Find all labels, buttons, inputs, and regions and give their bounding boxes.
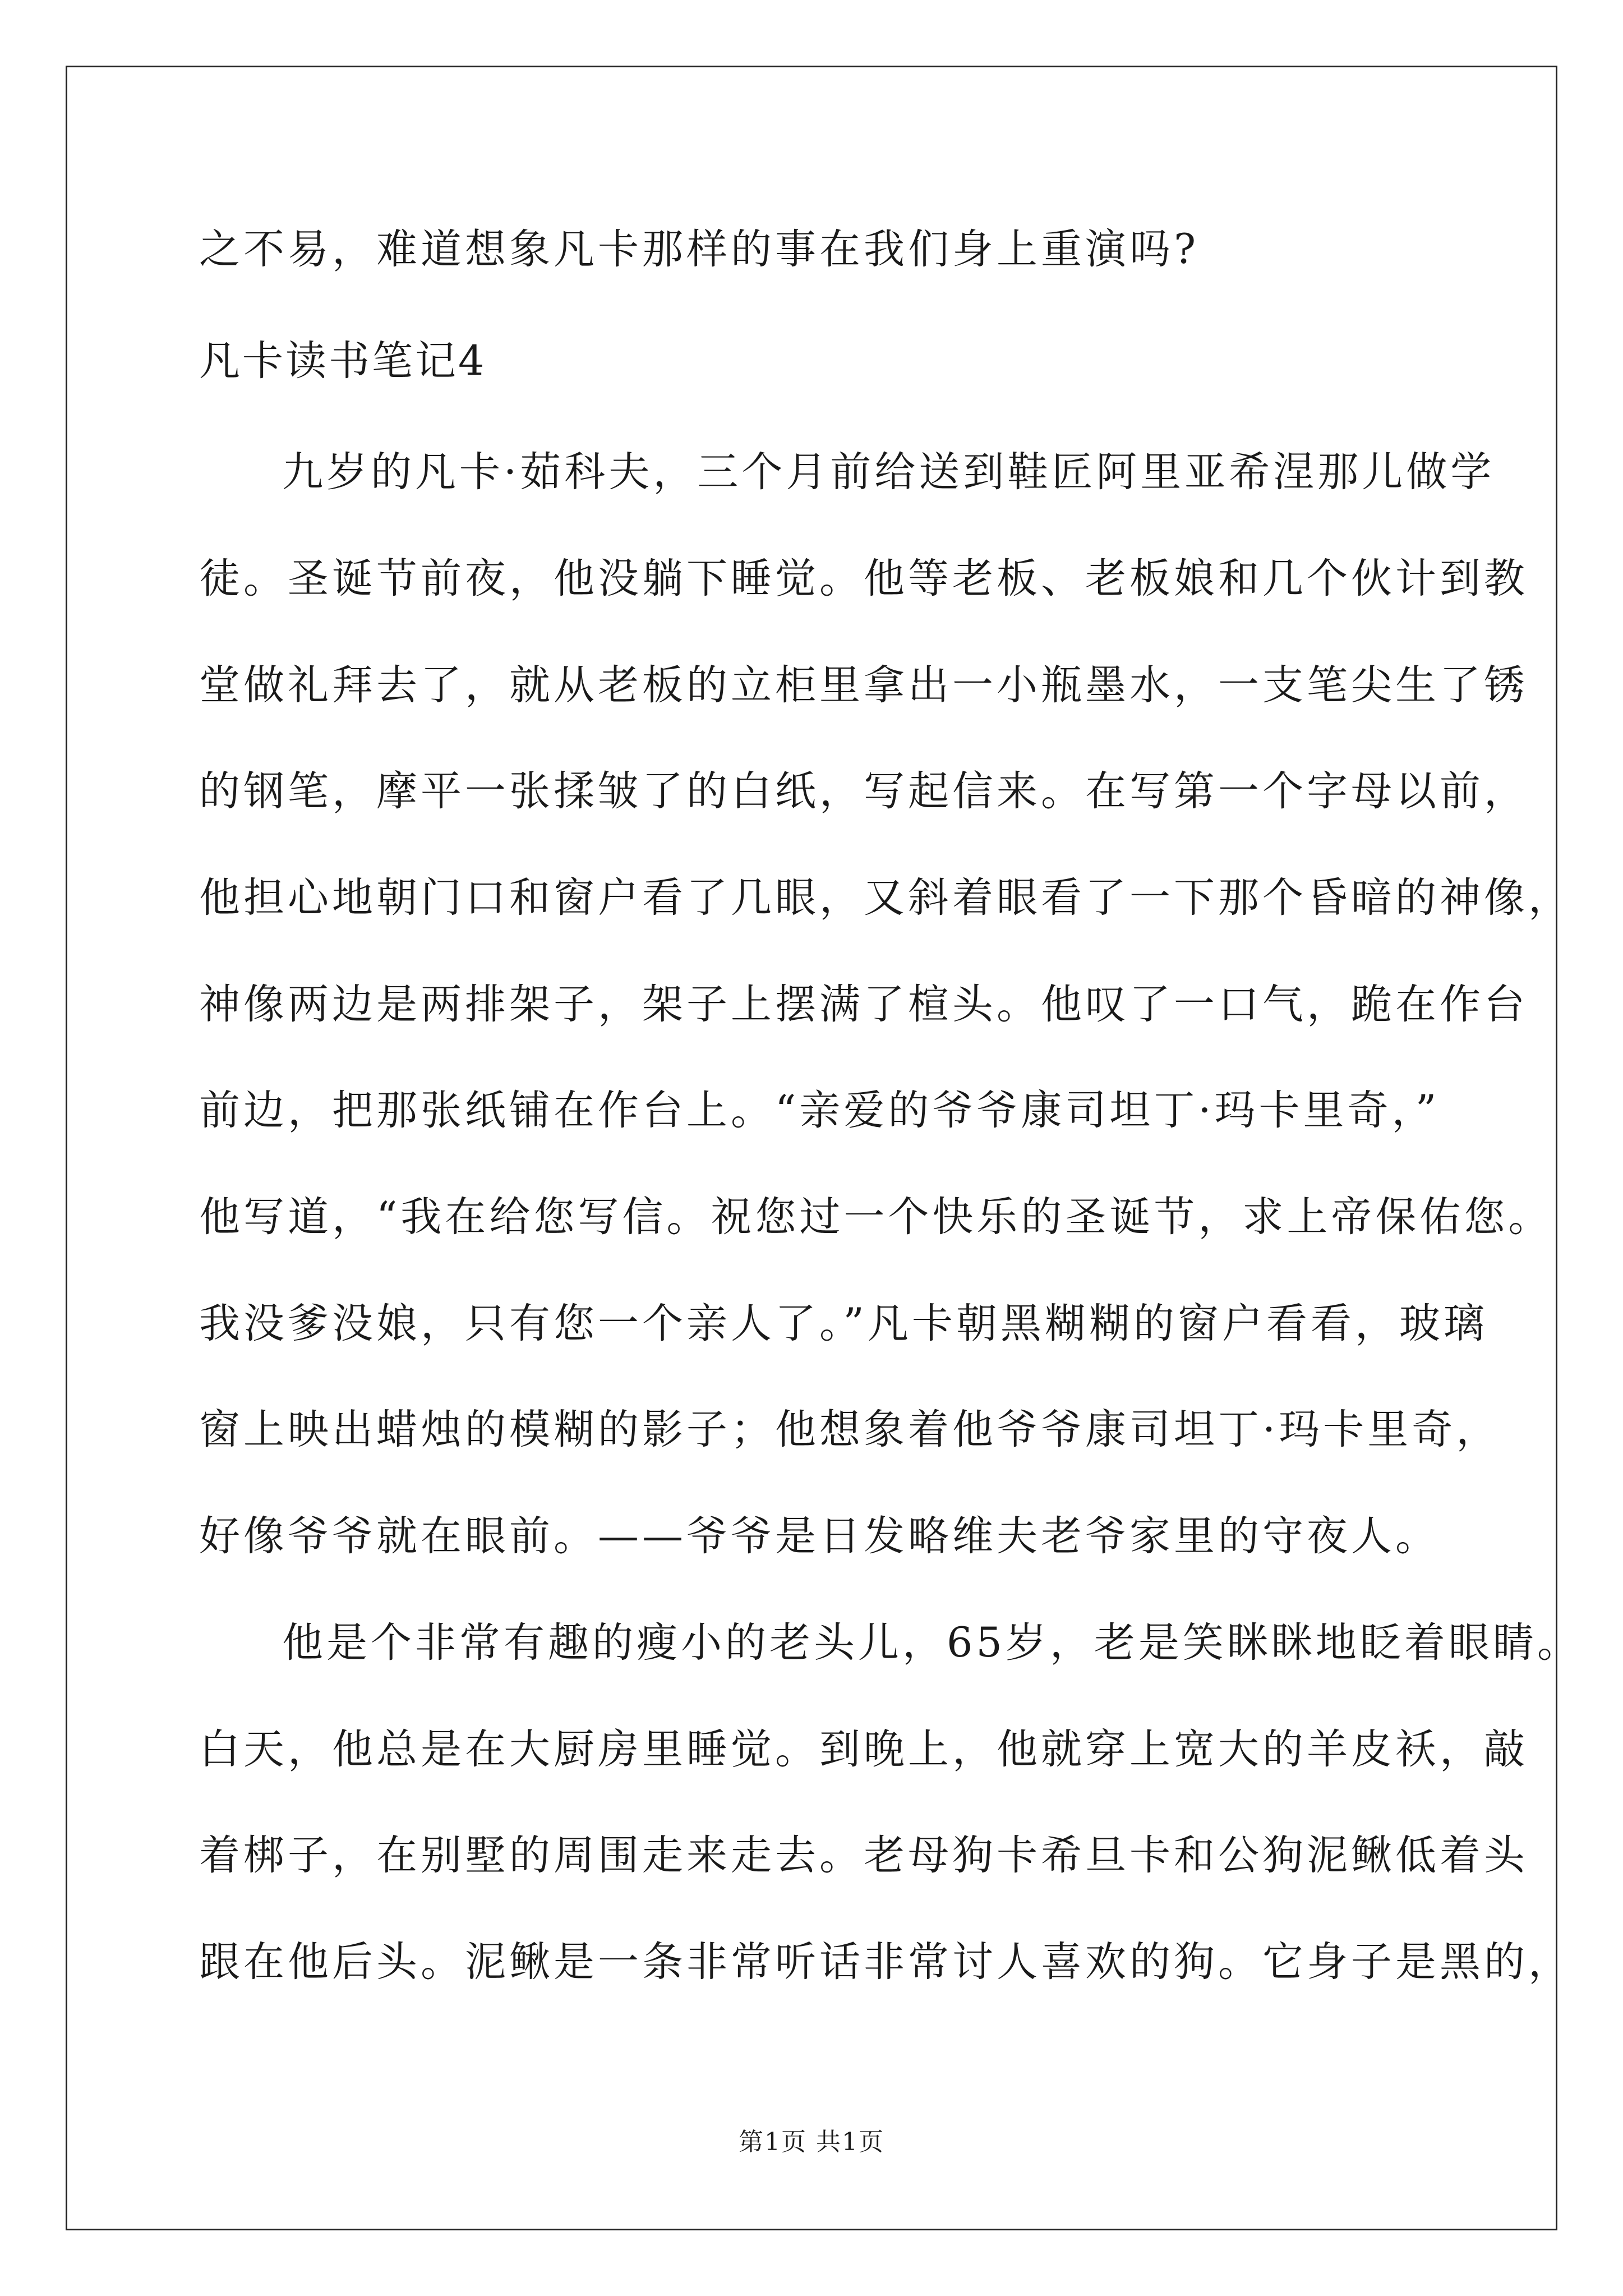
paragraph-line: 他担心地朝门口和窗户看了几眼，又斜着眼看了一下那个昏暗的神像， — [199, 874, 1573, 922]
paragraph-line: 跟在他后头。泥鳅是一条非常听话非常讨人喜欢的狗。它身子是黑的， — [199, 1938, 1573, 1986]
paragraph-line: 着梆子，在别墅的周围走来走去。老母狗卡希旦卡和公狗泥鳅低着头 — [199, 1832, 1528, 1879]
paragraph-line: 前边，把那张纸铺在作台上。“亲爱的爷爷康司坦丁·玛卡里奇，” — [199, 1087, 1440, 1134]
section-heading: 凡卡读书笔记4 — [199, 337, 487, 385]
paragraph-line: 白天，他总是在大厨房里睡觉。到晚上，他就穿上宽大的羊皮袄，敲 — [199, 1726, 1528, 1773]
paragraph-line: 我没爹没娘，只有您一个亲人了。”凡卡朝黑糊糊的窗户看看，玻璃 — [199, 1300, 1488, 1347]
paragraph-line: 的钢笔，摩平一张揉皱了的白纸，写起信来。在写第一个字母以前， — [199, 767, 1528, 815]
paragraph-line: 窗上映出蜡烛的模糊的影子；他想象着他爷爷康司坦丁·玛卡里奇， — [199, 1406, 1501, 1453]
paragraph-line: 好像爷爷就在眼前。——爷爷是日发略维夫老爷家里的守夜人。 — [199, 1512, 1440, 1560]
paragraph-line: 他是个非常有趣的瘦小的老头儿，65岁，老是笑眯眯地眨着眼睛。 — [282, 1619, 1581, 1667]
page-footer: 第1页 共1页 — [739, 2128, 884, 2156]
page-border — [66, 66, 1557, 2230]
paragraph-line: 堂做礼拜去了，就从老板的立柜里拿出一小瓶墨水，一支笔尖生了锈 — [199, 661, 1528, 709]
paragraph-line: 神像两边是两排架子，架子上摆满了楦头。他叹了一口气，跪在作台 — [199, 981, 1528, 1028]
paragraph-line: 徒。圣诞节前夜，他没躺下睡觉。他等老板、老板娘和几个伙计到教 — [199, 555, 1528, 602]
paragraph-line: 之不易，难道想象凡卡那样的事在我们身上重演吗? — [199, 226, 1200, 273]
paragraph-line: 他写道，“我在给您写信。祝您过一个快乐的圣诞节，求上帝保佑您。 — [199, 1193, 1553, 1241]
paragraph-line: 九岁的凡卡·茹科夫，三个月前给送到鞋匠阿里亚希涅那儿做学 — [282, 448, 1495, 496]
